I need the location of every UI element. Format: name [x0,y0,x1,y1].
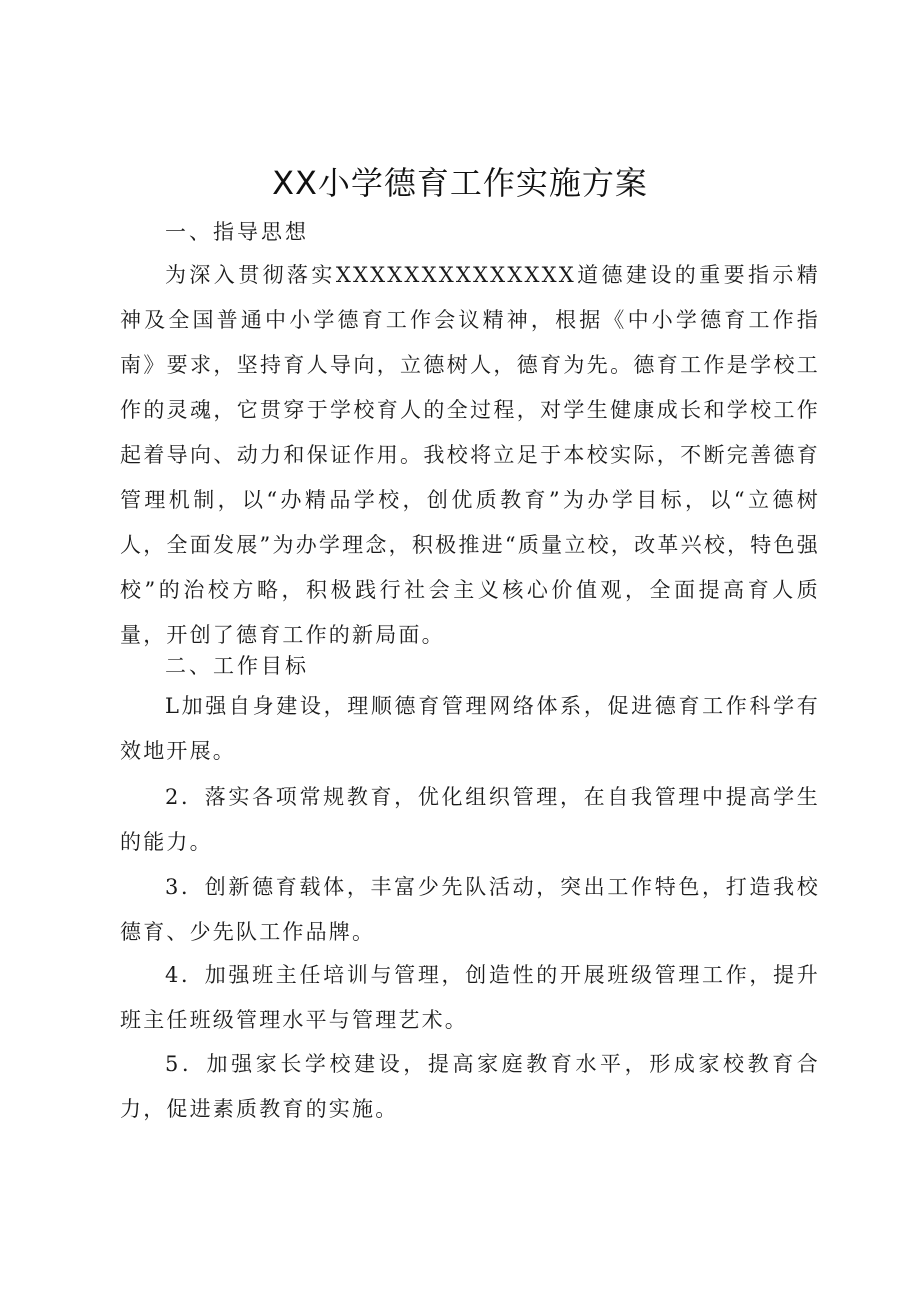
document-title: XX小学德育工作实施方案 [272,164,648,202]
goal-item-2: 2．落实各项常规教育，优化组织管理，在自我管理中提高学生的能力。 [120,785,820,854]
section-heading-guiding-ideology: 一、指导思想 [165,220,309,244]
goal-item-1: L加强自身建设，理顺德育管理网络体系，促进德育工作科学有效地开展。 [120,694,820,763]
goal-item-5: 5．加强家长学校建设，提高家庭教育水平，形成家校教育合力，促进素质教育的实施。 [120,1052,820,1121]
paragraph-guiding-ideology: 为深入贯彻落实XXXXXXXXXXXXXX道德建设的重要指示精神及全国普通中小学德育工作会议精神，根据《中小学德育工作指南》要求，坚持育人导向，立德树人，德育为先。德育工作是学校工作的灵魂，它贯穿于学校育人的全过程，对学生健康成长和学校工作起着导向、动力和保证作用。我校将立足于本校实际，不断完善德育管理机制，以“办精品学校，创优质教育”为办学目标，以“立德树人，全面发展”为办学理念，积极推进“质量立校，改革兴校，特色强校”的治校方略，积极践行社会主义核心价值观，全面提高育人质量，开创了德育工作的新局面。 [120,263,820,647]
goal-item-3: 3．创新德育载体，丰富少先队活动，突出工作特色，打造我校德育、少先队工作品牌。 [120,875,820,944]
section-heading-work-goals: 二、工作目标 [165,654,309,678]
goal-item-4: 4．加强班主任培训与管理，创造性的开展班级管理工作，提升班主任班级管理水平与管理艺术。 [120,963,820,1032]
